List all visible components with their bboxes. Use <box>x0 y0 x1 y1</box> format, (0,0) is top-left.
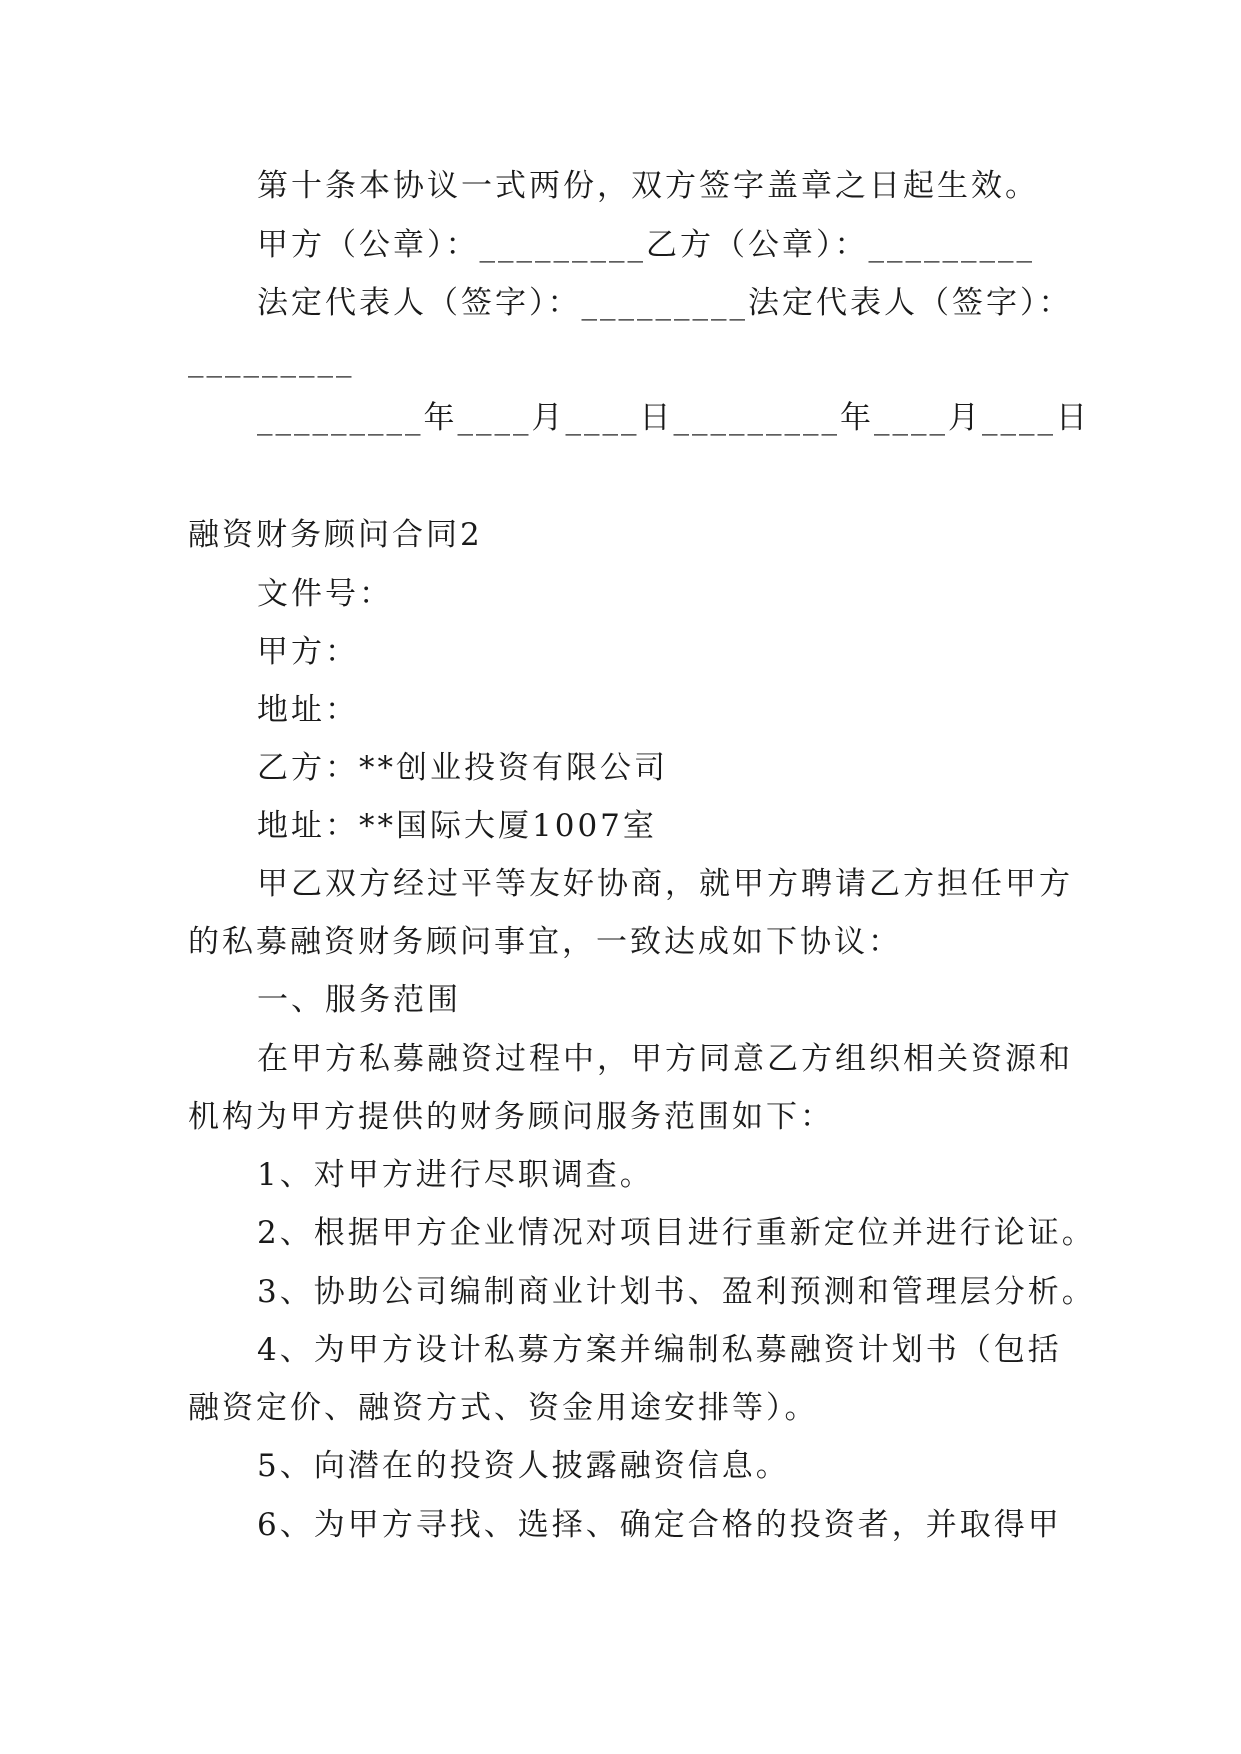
scope-intro-line-2: 机构为甲方提供的财务顾问服务范围如下： <box>188 1099 834 1135</box>
scope-intro-line-1: 在甲方私募融资过程中，甲方同意乙方组织相关资源和 <box>257 1041 1073 1077</box>
contract-title: 融资财务顾问合同2 <box>188 517 483 553</box>
section-heading-service-scope: 一、服务范围 <box>257 982 461 1018</box>
scope-item-1: 1、对甲方进行尽职调查。 <box>257 1157 654 1193</box>
date-line: _________年____月____日_________年____月____日 <box>257 400 1090 436</box>
scope-item-6: 6、为甲方寻找、选择、确定合格的投资者，并取得甲 <box>257 1507 1062 1543</box>
scope-item-3: 3、协助公司编制商业计划书、盈利预测和管理层分析。 <box>257 1274 1096 1310</box>
party-b-name: 乙方：**创业投资有限公司 <box>257 750 668 786</box>
scope-item-4-line-1: 4、为甲方设计私募方案并编制私募融资计划书（包括 <box>257 1332 1062 1368</box>
party-b-address: 地址：**国际大厦1007室 <box>257 808 657 844</box>
legal-rep-signature-line: 法定代表人（签字）：_________法定代表人（签字）： <box>257 285 1073 321</box>
document-number-label: 文件号： <box>257 576 393 612</box>
preamble-line-1: 甲乙双方经过平等友好协商，就甲方聘请乙方担任甲方 <box>257 866 1073 902</box>
clause-ten-effect: 第十条本协议一式两份，双方签字盖章之日起生效。 <box>257 168 1039 204</box>
party-a-address: 地址： <box>257 692 359 728</box>
scope-item-4-line-2: 融资定价、融资方式、资金用途安排等）。 <box>188 1390 819 1426</box>
seal-line: 甲方（公章）：_________乙方（公章）：_________ <box>257 227 1035 263</box>
scope-item-2: 2、根据甲方企业情况对项目进行重新定位并进行论证。 <box>257 1215 1096 1251</box>
signature-blank-continuation: _________ <box>188 342 355 378</box>
party-a-label: 甲方： <box>257 634 359 670</box>
scope-item-5: 5、向潜在的投资人披露融资信息。 <box>257 1448 790 1484</box>
preamble-line-2: 的私募融资财务顾问事宜，一致达成如下协议： <box>188 924 902 960</box>
